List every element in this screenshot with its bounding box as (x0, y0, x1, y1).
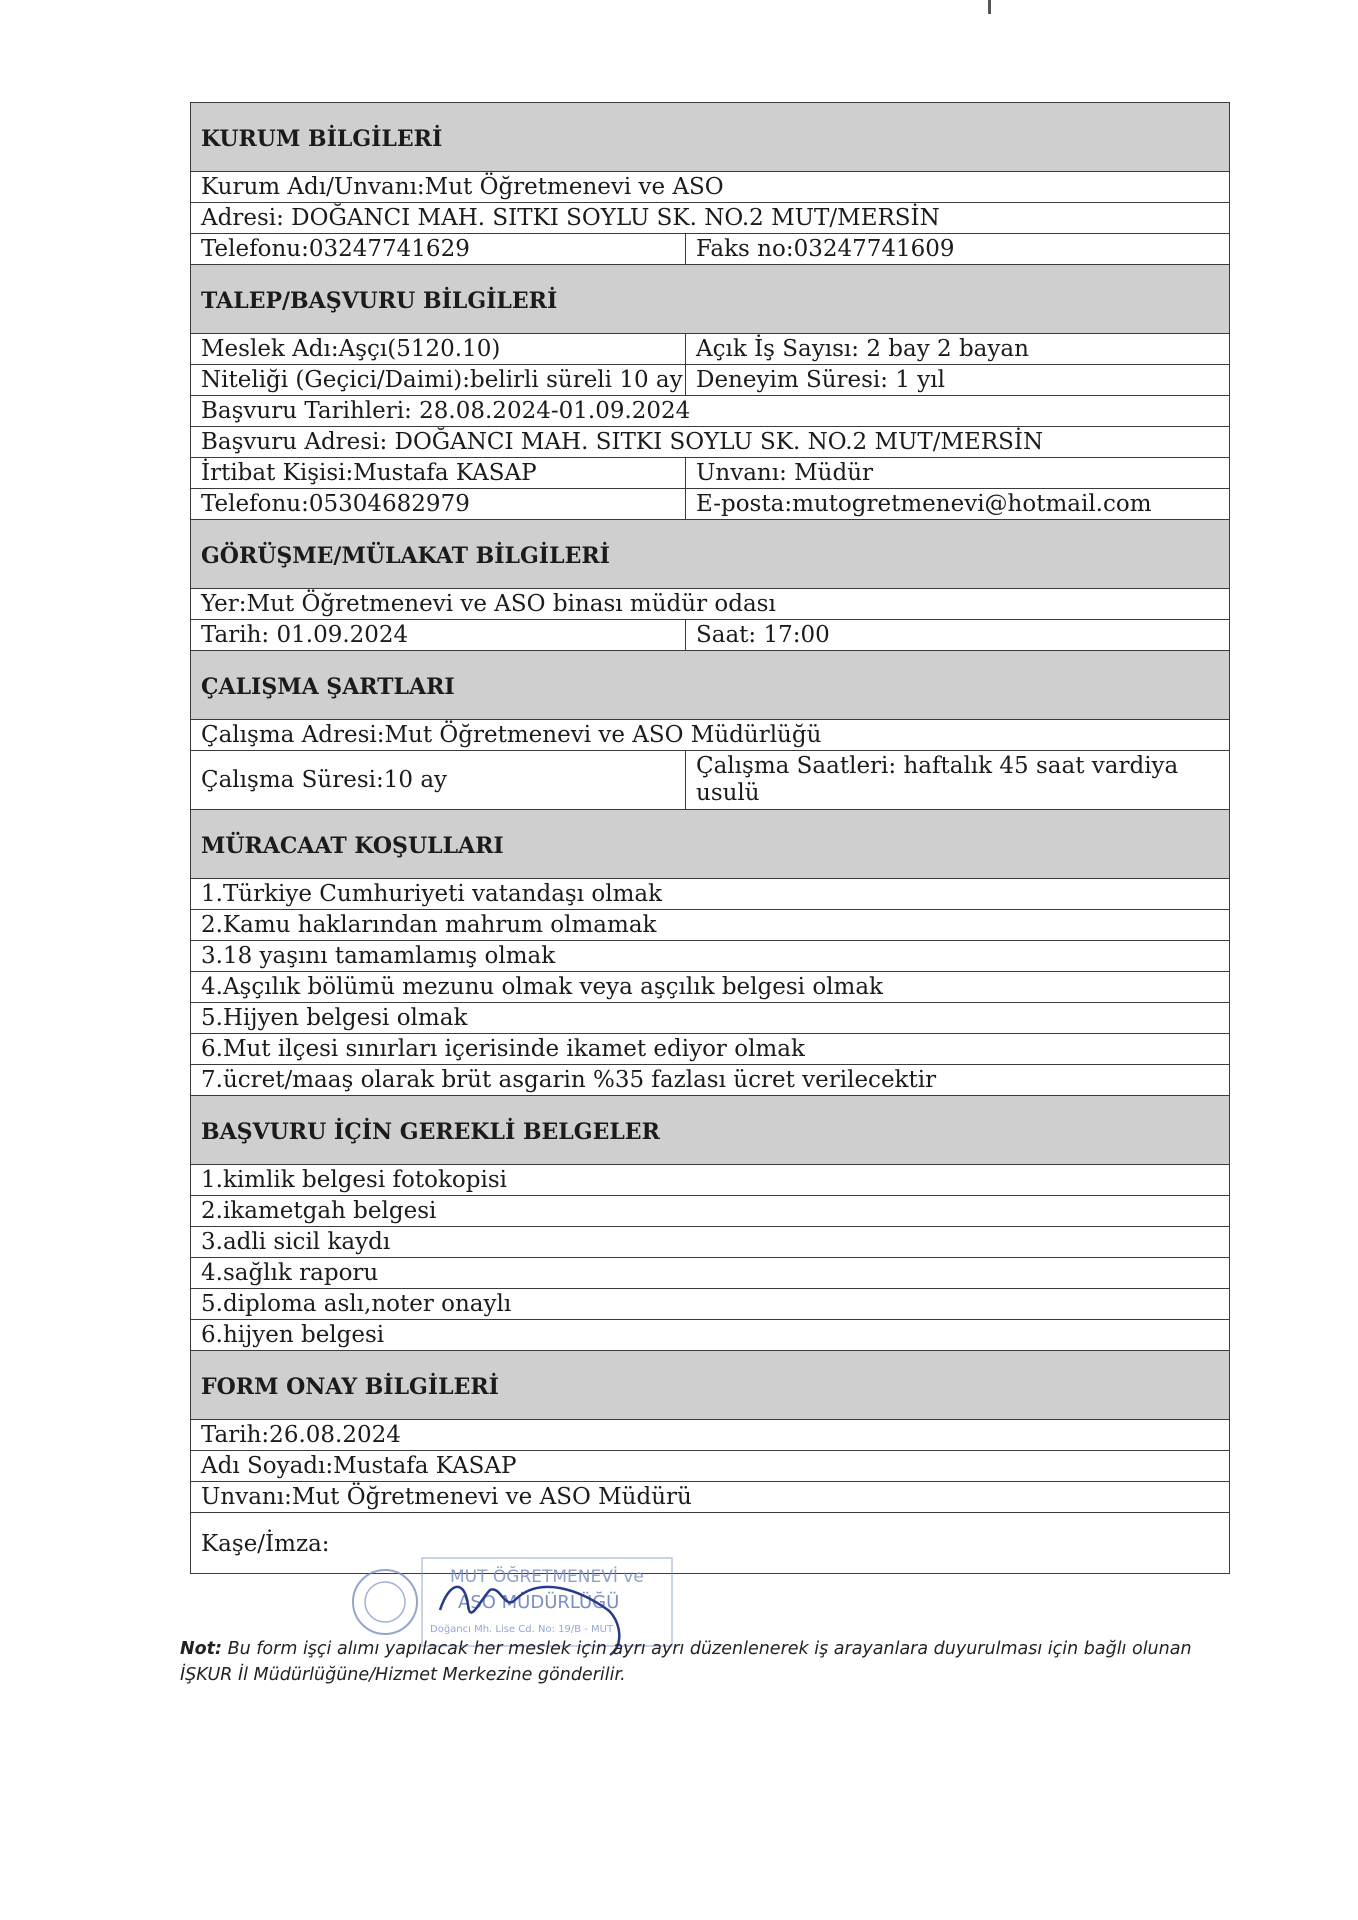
section-header-talep: TALEP/BAŞVURU BİLGİLERİ (191, 265, 1230, 334)
irtibat-telefon: Telefonu:05304682979 (191, 489, 686, 520)
gorusme-yer: Yer:Mut Öğretmenevi ve ASO binası müdür odası (191, 589, 1230, 620)
section-header-muracaat: MÜRACAAT KOŞULLARI (191, 810, 1230, 879)
belge-item-3: 3.adli sicil kaydı (191, 1227, 1230, 1258)
basvuru-adresi: Başvuru Adresi: DOĞANCI MAH. SITKI SOYLU SK. NO.2 MUT/MERSİN (191, 427, 1230, 458)
muracaat-item-4: 4.Aşçılık bölümü mezunu olmak veya aşçılık belgesi olmak (191, 972, 1230, 1003)
belge-item-4: 4.sağlık raporu (191, 1258, 1230, 1289)
irtibat-eposta: E-posta:mutogretmenevi@hotmail.com (686, 489, 1230, 520)
kurum-faks: Faks no:03247741609 (686, 234, 1230, 265)
kurum-adi: Kurum Adı/Unvanı:Mut Öğretmenevi ve ASO (191, 172, 1230, 203)
muracaat-item-3: 3.18 yaşını tamamlamış olmak (191, 941, 1230, 972)
kase-imza-label: Kaşe/İmza: (201, 1530, 330, 1557)
note-label: Not: (180, 1639, 223, 1659)
section-header-gorusme: GÖRÜŞME/MÜLAKAT BİLGİLERİ (191, 520, 1230, 589)
kase-imza-cell (191, 1513, 1230, 1574)
gorusme-tarih: Tarih: 01.09.2024 (191, 620, 686, 651)
kurum-adres: Adresi: DOĞANCI MAH. SITKI SOYLU SK. NO.2 MUT/MERSİN (191, 203, 1230, 234)
acik-is-sayisi: Açık İş Sayısı: 2 bay 2 bayan (686, 334, 1230, 365)
belge-item-2: 2.ikametgah belgesi (191, 1196, 1230, 1227)
muracaat-item-5: 5.Hijyen belgesi olmak (191, 1003, 1230, 1034)
stamp-line-2: ASO MÜDÜRLÜĞÜ (458, 1592, 620, 1613)
muracaat-item-2: 2.Kamu haklarından mahrum olmamak (191, 910, 1230, 941)
onay-adi-soyadi: Adı Soyadı:Mustafa KASAP (191, 1451, 1230, 1482)
gorusme-saat: Saat: 17:00 (686, 620, 1230, 651)
kurum-telefon: Telefonu:03247741629 (191, 234, 686, 265)
stamp-line-1: MUT ÖĞRETMENEVİ ve (450, 1567, 644, 1587)
job-posting-form (190, 102, 1230, 1574)
muracaat-item-1: 1.Türkiye Cumhuriyeti vatandaşı olmak (191, 879, 1230, 910)
muracaat-item-6: 6.Mut ilçesi sınırları içerisinde ikamet ediyor olmak (191, 1034, 1230, 1065)
calisma-adresi: Çalışma Adresi:Mut Öğretmenevi ve ASO Müdürlüğü (191, 720, 1230, 751)
stamp-line-3: Doğancı Mh. Lise Cd. No: 19/B - MUT (430, 1624, 614, 1635)
belge-item-6: 6.hijyen belgesi (191, 1320, 1230, 1351)
section-header-kurum: KURUM BİLGİLERİ (191, 103, 1230, 172)
calisma-suresi: Çalışma Süresi:10 ay (191, 751, 686, 810)
belge-item-1: 1.kimlik belgesi fotokopisi (191, 1165, 1230, 1196)
irtibat-kisisi: İrtibat Kişisi:Mustafa KASAP (191, 458, 686, 489)
calisma-saatleri: Çalışma Saatleri: haftalık 45 saat vardiya usulü (686, 751, 1230, 810)
footnote (180, 1636, 1230, 1688)
basvuru-tarihleri: Başvuru Tarihleri: 28.08.2024-01.09.2024 (191, 396, 1230, 427)
onay-tarih: Tarih:26.08.2024 (191, 1420, 1230, 1451)
stamp-seal-icon (353, 1570, 417, 1634)
scan-mark (988, 0, 991, 14)
section-header-belgeler: BAŞVURU İÇİN GEREKLİ BELGELER (191, 1096, 1230, 1165)
niteligi: Niteliği (Geçici/Daimi):belirli süreli 10 ay (191, 365, 686, 396)
belge-item-5: 5.diploma aslı,noter onaylı (191, 1289, 1230, 1320)
deneyim-suresi: Deneyim Süresi: 1 yıl (686, 365, 1230, 396)
onay-unvan: Unvanı:Mut Öğretmenevi ve ASO Müdürü (191, 1482, 1230, 1513)
section-header-onay: FORM ONAY BİLGİLERİ (191, 1351, 1230, 1420)
note-text: Bu form işçi alımı yapılacak her meslek için ayrı ayrı düzenlenerek iş arayanlara duyurulması için bağlı olunan İŞKUR İl Müdürlüğüne/Hizmet Merkezine gönderilir. (180, 1639, 1192, 1685)
meslek-adi: Meslek Adı:Aşçı(5120.10) (191, 334, 686, 365)
section-header-calisma: ÇALIŞMA ŞARTLARI (191, 651, 1230, 720)
irtibat-unvan: Unvanı: Müdür (686, 458, 1230, 489)
form-table (190, 102, 1230, 1574)
muracaat-item-7: 7.ücret/maaş olarak brüt asgarin %35 fazlası ücret verilecektir (191, 1065, 1230, 1096)
